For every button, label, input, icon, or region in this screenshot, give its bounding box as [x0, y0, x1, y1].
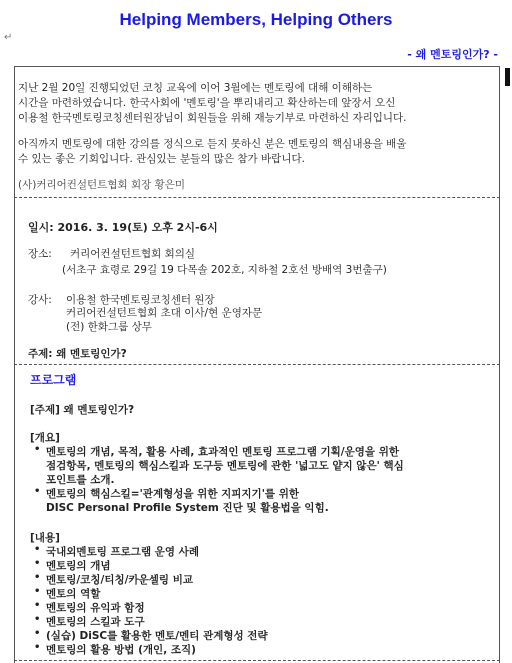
bullet-icon: •	[34, 558, 41, 569]
overview-item-3: DISC Personal Profile System 진단 및 활용법을 익힘.	[46, 502, 329, 514]
intro-line-3: 이용철 한국멘토링코칭센터원장님이 회원들을 위해 재능기부로 마련하신 자리입니다.	[18, 112, 407, 124]
intro-line-1: 지난 2월 20일 진행되었던 코칭 교육에 이어 3월에는 멘토링에 대해 이해하는	[18, 82, 373, 94]
content-item-7: (실습) DiSC를 활용한 멘토/멘티 관계형성 전략	[46, 630, 268, 642]
program-topic: [주제] 왜 멘토링인가?	[30, 404, 135, 416]
intro-line-5: 수 있는 좋은 기회입니다. 관심있는 분들의 많은 참가 바랍니다.	[18, 153, 305, 165]
bullet-icon: •	[34, 614, 41, 625]
content-label: [내용]	[30, 532, 60, 544]
event-address: (서초구 효령로 29길 19 다목솔 202호, 지하철 2호선 방배역 3번출구)	[62, 264, 387, 276]
section-divider	[14, 197, 500, 198]
program-heading: 프로그램	[30, 373, 77, 387]
text-cursor-marker	[505, 68, 510, 86]
content-item-2: 멘토링의 개념	[46, 560, 111, 572]
overview-item-1-line-1: 멘토링의 개념, 목적, 활용 사례, 효과적인 멘토링 프로그램 기획/운영을 위한	[46, 446, 399, 458]
document-title: Helping Members, Helping Others	[119, 10, 393, 29]
bullet-icon: •	[34, 544, 41, 555]
section-divider-2	[14, 364, 500, 365]
speaker-line-1: 이용철 한국멘토링코칭센터 원장	[66, 294, 215, 306]
content-item-3: 멘토링/코칭/티칭/카운셀링 비교	[46, 574, 194, 586]
section-divider-3	[14, 660, 500, 661]
bullet-icon: •	[34, 444, 41, 455]
overview-item-1-line-2: 점검항목, 멘토링의 핵심스킬과 도구등 멘토링에 관한 '넓고도 얕지 않은' 핵심	[46, 460, 404, 472]
bullet-icon: •	[34, 600, 41, 611]
bullet-icon: •	[34, 628, 41, 639]
speaker-label: 강사:	[28, 294, 52, 306]
place-label: 장소:	[28, 248, 52, 260]
intro-line-4: 아직까지 멘토링에 대한 강의를 정식으로 듣지 못하신 분은 멘토링의 핵심내용을 배울	[18, 138, 407, 150]
content-item-6: 멘토링의 스킬과 도구	[46, 616, 145, 628]
document-subtitle: - 왜 멘토링인가? -	[407, 48, 498, 61]
content-item-8: 멘토링의 활용 방법 (개인, 조직)	[46, 644, 196, 656]
content-item-4: 멘토의 역할	[46, 588, 101, 600]
intro-line-2: 시간을 마련하였습니다. 한국사회에 '멘토링'을 뿌리내리고 확산하는데 앞장서 오신	[18, 97, 396, 109]
event-place: 커리어컨설턴트협회 회의실	[70, 248, 196, 260]
sender-signature: (사)커리어컨설턴트협회 회장 황은미	[18, 179, 186, 191]
event-date: 일시: 2016. 3. 19(토) 오후 2시-6시	[28, 221, 218, 234]
speaker-line-3: (전) 한화그룹 상무	[66, 321, 152, 333]
bullet-icon: •	[34, 642, 41, 653]
overview-item-1-line-3: 포인트를 소개.	[46, 474, 115, 486]
event-topic: 주제: 왜 멘토링인가?	[28, 348, 127, 360]
bullet-icon: •	[34, 586, 41, 597]
bullet-icon: •	[34, 572, 41, 583]
bullet-icon: •	[34, 486, 41, 497]
content-item-1: 국내외멘토링 프로그램 운영 사례	[46, 546, 199, 558]
content-item-5: 멘토링의 유익과 함정	[46, 602, 145, 614]
overview-label: [개요]	[30, 432, 60, 444]
paragraph-mark-icon: ↵	[4, 32, 13, 43]
overview-item-2: 멘토링의 핵심스킬='관계형성을 위한 지피지기'를 위한	[46, 488, 299, 500]
speaker-line-2: 커리어컨설턴트협회 초대 이사/현 운영자문	[66, 307, 263, 319]
